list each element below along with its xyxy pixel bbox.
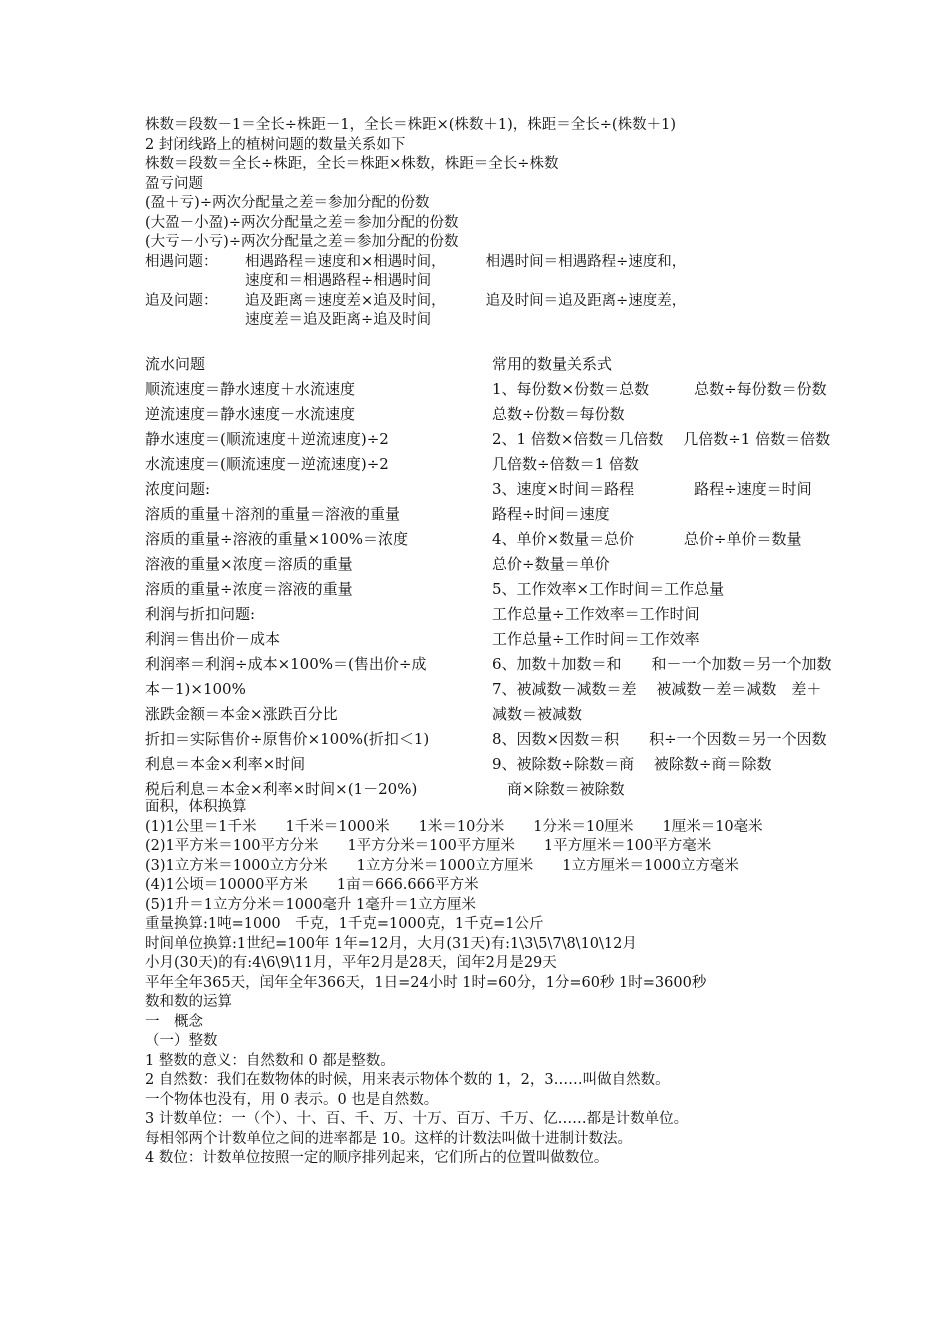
- text-line: 3 计数单位：一（个）、十、百、千、万、十万、百万、千万、亿……都是计数单位。: [145, 1111, 689, 1127]
- right-line: 总数÷份数＝每份数: [492, 405, 625, 423]
- text-line: (盈＋亏)÷两次分配量之差＝参加分配的份数: [145, 195, 430, 211]
- left-line: 水流速度＝(顺流速度－逆流速度)÷2: [145, 455, 389, 473]
- text-line: (大盈－小盈)÷两次分配量之差＝参加分配的份数: [145, 214, 459, 231]
- top-section: [145, 116, 885, 331]
- text-line: 一个物体也没有，用 0 表示。0 也是自然数。: [145, 1091, 439, 1108]
- text-line: (4)1公顷＝10000平方米 1亩＝666.666平方米: [145, 877, 479, 893]
- text-line: 每相邻两个计数单位之间的进率都是 10。这样的计数法叫做十进制计数法。: [145, 1130, 633, 1147]
- left-line: 本－1)×100%: [145, 680, 246, 698]
- text-line: 2 自然数：我们在数物体的时候，用来表示物体个数的 1，2，3……叫做自然数。: [145, 1072, 670, 1088]
- right-line: 5、工作效率×工作时间＝工作总量: [492, 580, 725, 598]
- text-line: 重量换算:1吨=1000 千克，1千克=1000克，1千克=1公斤: [145, 916, 544, 932]
- left-line: 溶液的重量×浓度＝溶质的重量: [145, 555, 353, 573]
- text-line: (3)1立方米＝1000立方分米 1立方分米＝1000立方厘米 1立方厘米＝1000立方毫米: [145, 857, 739, 874]
- right-line: 商×除数＝被除数: [492, 780, 625, 798]
- text-line: 数和数的运算: [145, 994, 232, 1010]
- right-line: 路程÷时间＝速度: [492, 505, 610, 523]
- text-line: 时间单位换算:1世纪=100年 1年=12月，大月(31天)有:1\3\5\7\8\10\12月: [145, 935, 637, 952]
- left-line: 溶质的重量÷溶液的重量×100%＝浓度: [145, 530, 409, 548]
- left-line: 浓度问题:: [145, 480, 211, 498]
- text-line: 株数＝段数－1＝全长÷株距－1，全长＝株距×(株数＋1)，株距＝全长÷(株数＋1): [145, 117, 676, 133]
- text-line: (1)1公里＝1千米 1千米＝1000米 1米＝10分米 1分米＝10厘米 1厘米＝10毫米: [145, 818, 763, 835]
- right-line: 8、因数×因数＝积 积÷一个因数＝另一个因数: [492, 730, 827, 748]
- meet-label: 相遇问题：: [145, 253, 218, 270]
- left-line: 利润率＝利润÷成本×100%＝(售出价÷成: [145, 655, 427, 673]
- left-line: 顺流速度＝静水速度＋水流速度: [145, 380, 356, 398]
- right-line: 几倍数÷倍数＝1 倍数: [492, 455, 639, 473]
- right-line: 2、1 倍数×倍数＝几倍数 几倍数÷1 倍数＝倍数: [492, 430, 831, 448]
- text-line: 4 数位：计数单位按照一定的顺序排列起来，它们所占的位置叫做数位。: [145, 1150, 609, 1166]
- right-line: 减数＝被减数: [492, 705, 583, 723]
- meet-formula-1: 相遇路程＝速度和×相遇时间，: [245, 253, 446, 270]
- text-line: 盈亏问题: [145, 175, 203, 192]
- chase-formula-1: 追及距离＝速度差×追及时间，: [245, 292, 446, 309]
- left-line: 利润＝售出价－成本: [145, 630, 281, 648]
- text-line: 小月(30天)的有:4\6\9\11月，平年2月是28天，闰年2月是29天: [145, 955, 557, 971]
- text-line: 一 概念: [145, 1013, 203, 1030]
- right-column: [492, 352, 872, 802]
- text-line: 1 整数的意义：自然数和 0 都是整数。: [145, 1052, 395, 1069]
- left-line: 逆流速度＝静水速度－水流速度: [145, 405, 356, 423]
- text-line: （一）整数: [145, 1033, 218, 1049]
- chase-label: 追及问题：: [145, 292, 218, 309]
- meet-formula-3: 速度和＝相遇路程÷相遇时间: [245, 273, 432, 289]
- bottom-section: [145, 798, 885, 1169]
- left-line: 利润与折扣问题:: [145, 605, 256, 623]
- right-line: 工作总量÷工作时间＝工作效率: [492, 630, 700, 648]
- left-line: 溶质的重量÷浓度＝溶液的重量: [145, 580, 353, 598]
- left-line: 溶质的重量＋溶剂的重量＝溶液的重量: [145, 505, 401, 523]
- text-line: 株数＝段数＝全长÷株距，全长＝株距×株数，株距＝全长÷株数: [145, 156, 559, 172]
- right-line: 7、被减数－减数＝差 被减数－差＝减数 差＋: [492, 680, 822, 698]
- text-line: 2 封闭线路上的植树问题的数量关系如下: [145, 136, 406, 153]
- text-line: (5)1升＝1立方分米＝1000毫升 1毫升＝1立方厘米: [145, 896, 476, 913]
- right-line: 工作总量÷工作效率＝工作时间: [492, 605, 700, 623]
- left-line: 静水速度＝(顺流速度＋逆流速度)÷2: [145, 430, 389, 448]
- meet-formula-2: 相遇时间＝相遇路程÷速度和，: [485, 253, 687, 270]
- right-line: 总价÷数量＝单价: [492, 555, 610, 573]
- chase-problem-row: [145, 292, 885, 312]
- text-line: (2)1平方米＝100平方分米 1平方分米＝100平方厘米 1平方厘米＝100平方毫米: [145, 838, 712, 854]
- right-line: 6、加数＋加数＝和 和－一个加数＝另一个加数: [492, 655, 832, 673]
- chase-formula-3: 速度差＝追及距离÷追及时间: [245, 312, 432, 328]
- right-line: 9、被除数÷除数＝商 被除数÷商＝除数: [492, 755, 772, 773]
- right-line: 常用的数量关系式: [492, 355, 613, 373]
- left-line: 流水问题: [145, 355, 206, 373]
- text-line: 面积，体积换算: [145, 799, 247, 815]
- chase-formula-2: 追及时间＝追及距离÷速度差，: [485, 292, 687, 309]
- right-line: 3、速度×时间＝路程 路程÷速度＝时间: [492, 480, 812, 498]
- left-line: 利息＝本金×利率×时间: [145, 755, 306, 773]
- left-line: 税后利息＝本金×利率×时间×(1－20%): [145, 780, 418, 798]
- left-line: 涨跌金额＝本金×涨跌百分比: [145, 705, 338, 723]
- left-line: 折扣＝实际售价÷原售价×100%(折扣＜1): [145, 730, 430, 748]
- text-line: 平年全年365天，闰年全年366天，1日=24小时 1时=60分，1分=60秒 1时=3600秒: [145, 974, 707, 991]
- right-line: 1、每份数×份数＝总数 总数÷每份数＝份数: [492, 380, 827, 398]
- left-column: [145, 352, 480, 802]
- text-line: (大亏－小亏)÷两次分配量之差＝参加分配的份数: [145, 234, 459, 250]
- meet-problem-row: [145, 253, 885, 273]
- right-line: 4、单价×数量＝总价 总价÷单价＝数量: [492, 530, 802, 548]
